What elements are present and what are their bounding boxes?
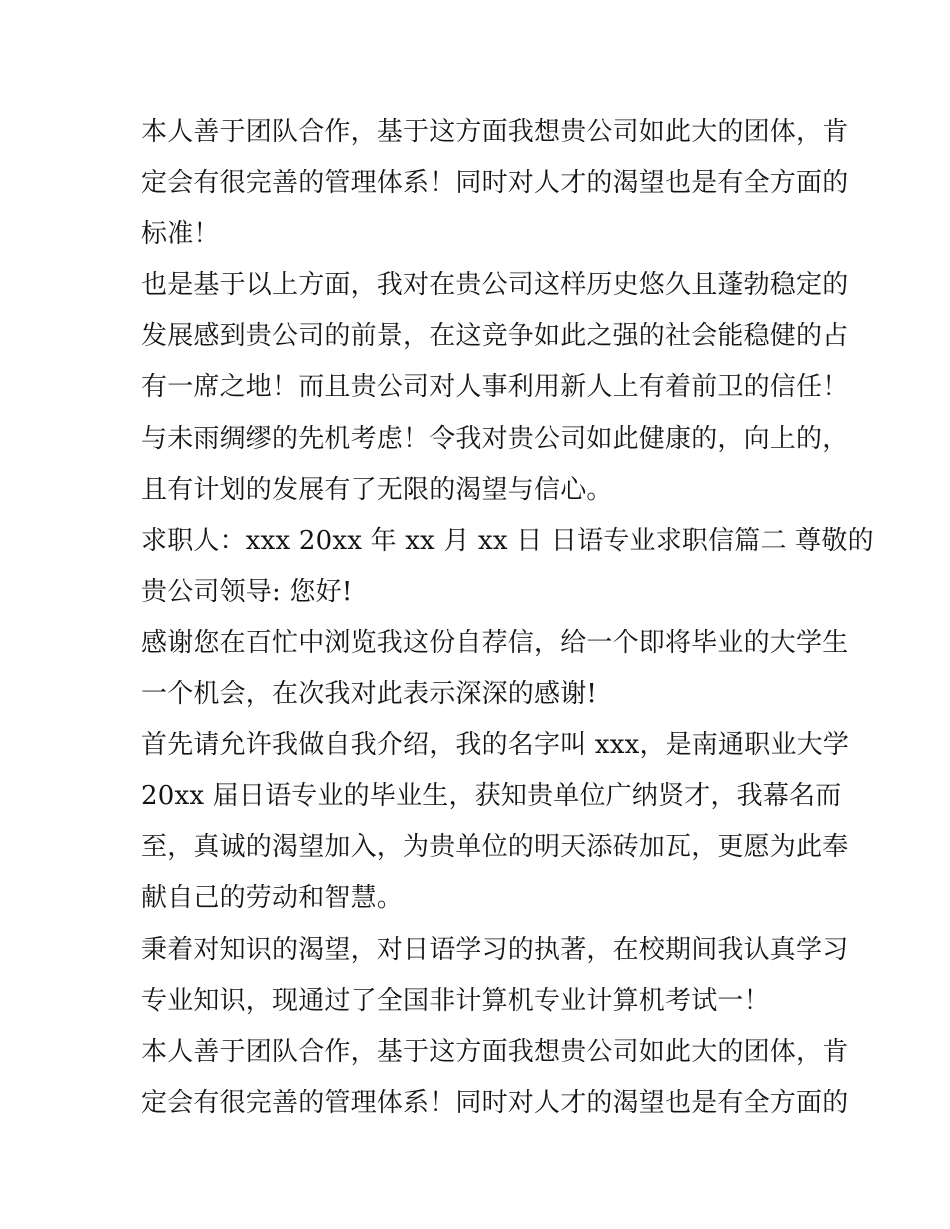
text-line: 定会有很完善的管理体系！同时对人才的渴望也是有全方面的 [141, 1087, 849, 1118]
salutation-line: 贵公司领导: 您好! [141, 576, 353, 607]
text-line: 首先请允许我做自我介绍，我的名字叫 xxx，是南通职业大学 [141, 730, 850, 761]
text-line: 秉着对知识的渴望，对日语学习的执著，在校期间我认真学习 [141, 934, 849, 965]
text-line: 专业知识，现通过了全国非计算机专业计算机考试一！ [141, 985, 770, 1016]
signature-line: 求职人：xxx 20xx 年 xx 月 xx 日 日语专业求职信篇二 尊敬的 [141, 525, 874, 556]
text-line: 定会有很完善的管理体系！同时对人才的渴望也是有全方面的 [141, 168, 849, 199]
text-line: 本人善于团队合作，基于这方面我想贵公司如此大的团体，肯 [141, 117, 849, 147]
text-line: 也是基于以上方面，我对在贵公司这样历史悠久且蓬勃稳定的 [141, 270, 849, 301]
text-line: 感谢您在百忙中浏览我这份自荐信，给一个即将毕业的大学生 [141, 627, 849, 658]
text-line: 本人善于团队合作，基于这方面我想贵公司如此大的团体，肯 [141, 1036, 849, 1067]
text-line: 献自己的劳动和智慧。 [141, 883, 404, 914]
letter-body [141, 107, 874, 1129]
text-line: 标准！ [141, 219, 220, 250]
text-line: 20xx 届日语专业的毕业生，获知贵单位广纳贤才，我幕名而 [141, 781, 842, 812]
text-line: 与未雨绸缪的先机考虑！令我对贵公司如此健康的，向上的， [141, 423, 849, 454]
text-line: 发展感到贵公司的前景，在这竞争如此之强的社会能稳健的占 [141, 321, 849, 352]
text-line: 一个机会，在次我对此表示深深的感谢! [141, 679, 598, 710]
text-line: 有一席之地！而且贵公司对人事利用新人上有着前卫的信任！ [141, 372, 849, 403]
text-line: 且有计划的发展有了无限的渴望与信心。 [141, 474, 613, 505]
text-line: 至，真诚的渴望加入，为贵单位的明天添砖加瓦，更愿为此奉 [141, 832, 849, 863]
